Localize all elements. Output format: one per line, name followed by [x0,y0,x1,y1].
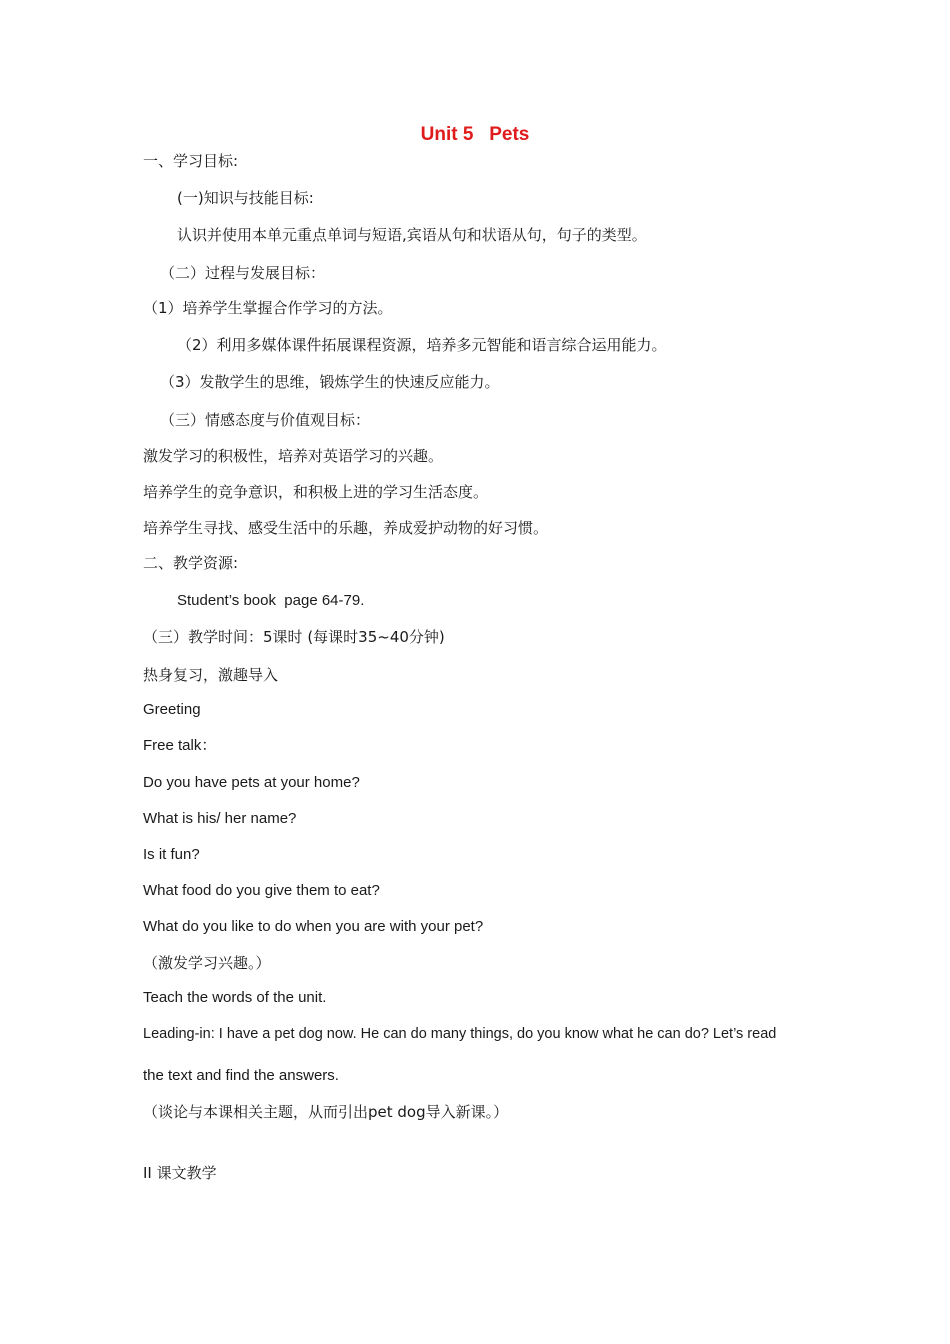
paragraph: What is his/ her name? [143,810,297,827]
subheading-attitude: （三）情感态度与价值观目标： [160,411,371,429]
list-item: （3）发散学生的思维，锻炼学生的快速反应能力。 [160,373,500,391]
subheading-process: （二）过程与发展目标： [160,264,326,282]
paragraph: 培养学生寻找、感受生活中的乐趣，养成爱护动物的好习惯。 [143,519,549,537]
paragraph: （谈论与本课相关主题，从而引出pet dog导入新课。） [143,1103,509,1121]
paragraph: Is it fun? [143,846,200,863]
paragraph: What do you like to do when you are with your pet? [143,918,484,935]
paragraph: Leading-in: I have a pet dog now. He can do many things, do you know what he can do? Let’s read [143,1026,777,1042]
paragraph: the text and find the answers. [143,1067,339,1084]
paragraph: 热身复习，激趣导入 [143,666,279,684]
paragraph: Student’s book page 64-79. [177,592,365,609]
list-item: （1）培养学生掌握合作学习的方法。 [143,299,393,317]
paragraph: 认识并使用本单元重点单词与短语,宾语从句和状语从句，句子的类型。 [177,226,647,244]
section-heading-resources: 二、教学资源: [143,554,239,572]
paragraph: 激发学习的积极性，培养对英语学习的兴趣。 [143,447,444,465]
section-heading-learning-goals: 一、学习目标: [143,152,239,170]
paragraph: What food do you give them to eat? [143,882,380,899]
document-title: Unit 5 Pets [420,124,530,145]
list-item: （2）利用多媒体课件拓展课程资源，培养多元智能和语言综合运用能力。 [177,336,667,354]
paragraph: Do you have pets at your home? [143,774,360,791]
subheading-teaching-time: （三）教学时间：5课时 (每课时35~40分钟) [143,628,445,646]
paragraph: Greeting [143,701,201,718]
paragraph: （激发学习兴趣。） [143,954,271,972]
paragraph: Free talk： [143,737,217,754]
subheading-knowledge-skills: (一)知识与技能目标: [177,189,314,207]
section-heading-text-teaching: II 课文教学 [143,1164,217,1182]
paragraph: Teach the words of the unit. [143,989,327,1006]
paragraph: 培养学生的竞争意识，和积极上进的学习生活态度。 [143,483,489,501]
